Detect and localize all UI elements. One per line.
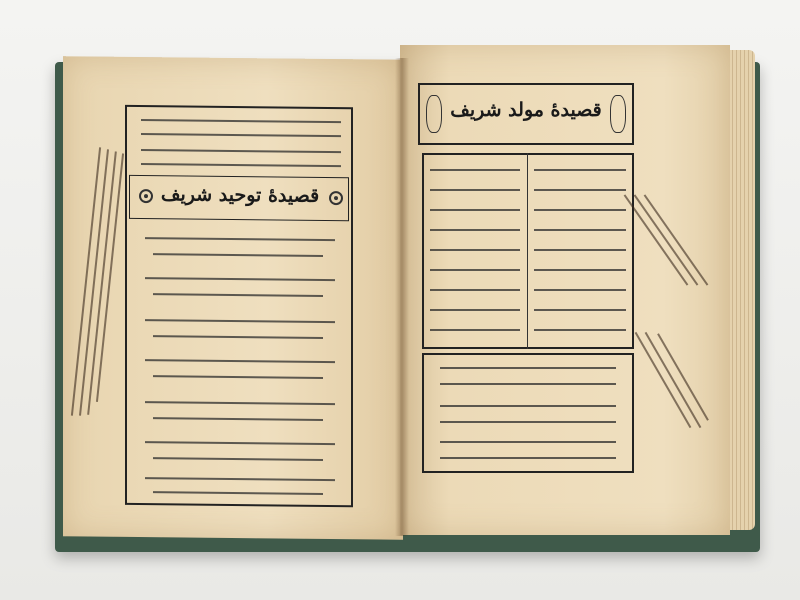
right-page-heading: قصيدهٔ مولد شريف — [450, 99, 602, 121]
open-book — [55, 40, 765, 550]
rosette-ornament-icon — [329, 191, 343, 205]
right-page — [400, 45, 730, 535]
right-lower-frame — [422, 353, 634, 473]
left-page — [63, 56, 403, 540]
handwritten-margin-notes — [63, 56, 403, 60]
book-gutter — [395, 58, 409, 536]
floral-ornament-icon — [610, 95, 626, 133]
column-divider — [527, 153, 528, 349]
right-text-frame — [422, 153, 634, 349]
floral-ornament-icon — [426, 95, 442, 133]
rosette-ornament-icon — [139, 189, 153, 203]
left-page-heading: قصيدهٔ توحيد شريف — [160, 183, 320, 207]
